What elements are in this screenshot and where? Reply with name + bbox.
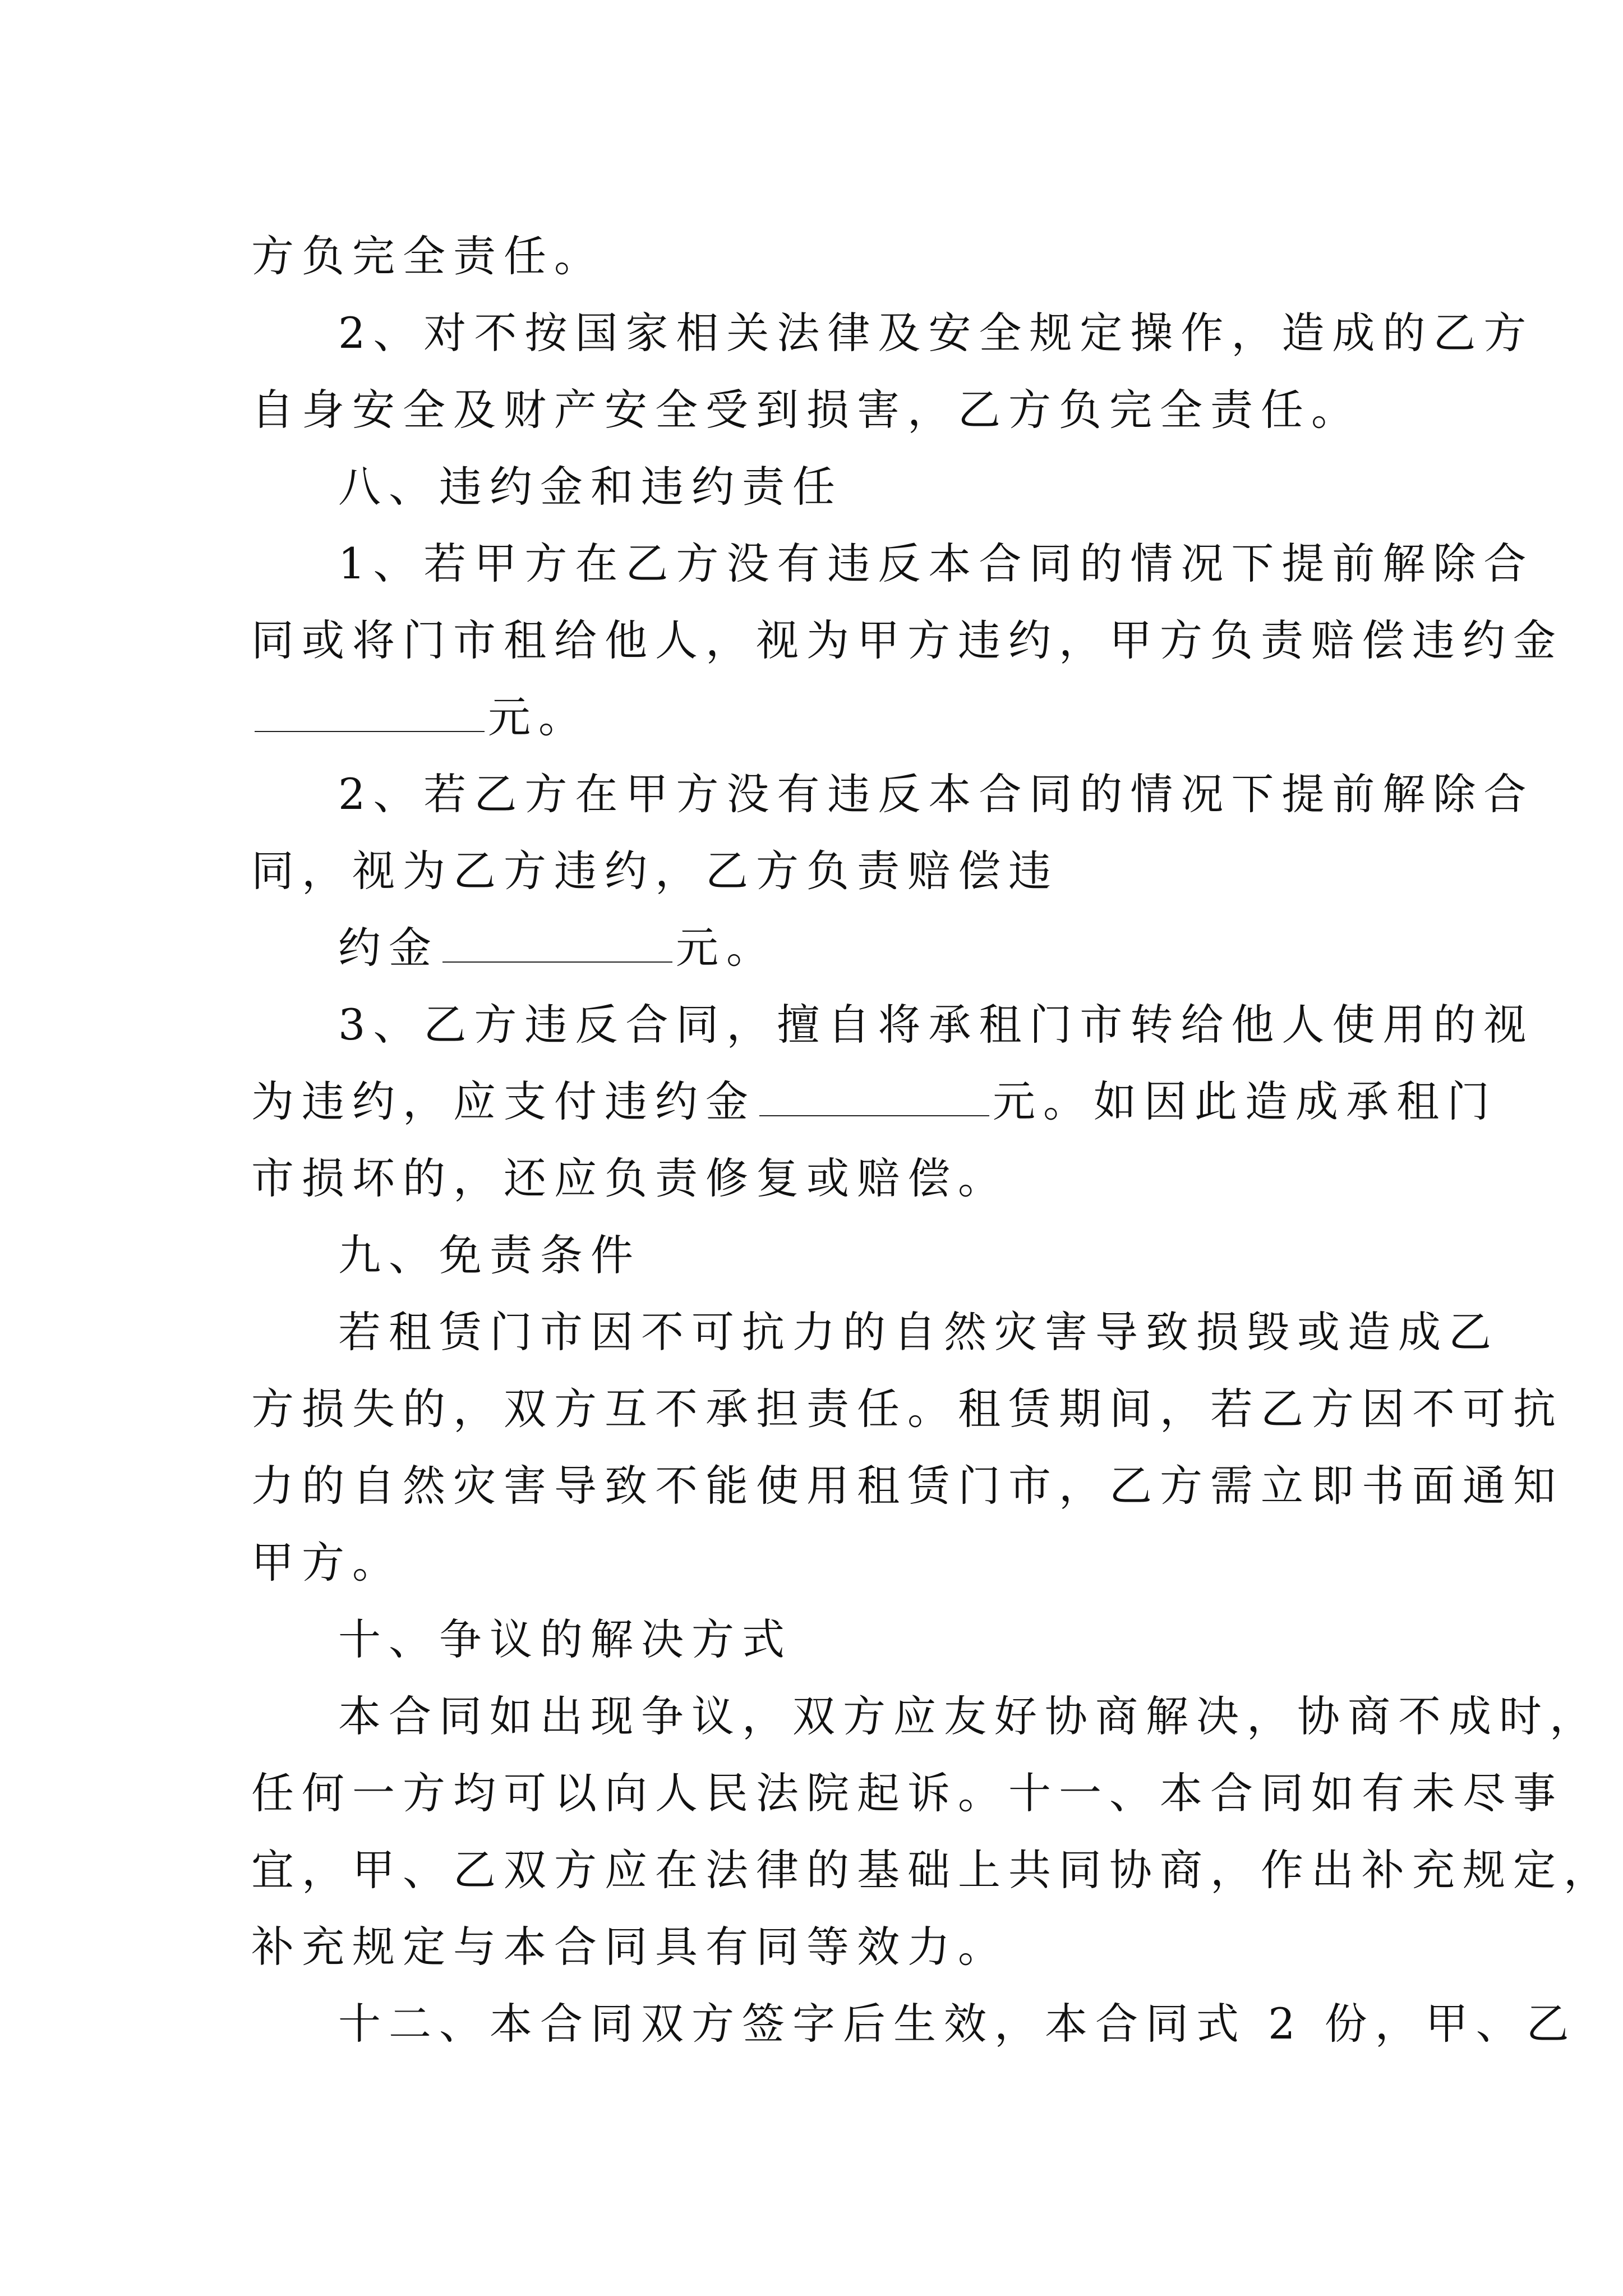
- section-heading: 八、违约金和违约责任: [338, 462, 843, 512]
- text-line: [251, 1063, 1497, 1140]
- text-line: 3、乙方违反合同，擅自将承租门市转给他人使用的视: [338, 1000, 1534, 1050]
- text-line: [251, 679, 1390, 756]
- text-line: 1、若甲方在乙方没有违反本合同的情况下提前解除合: [338, 539, 1534, 588]
- text-line: 宜，甲、乙双方应在法律的基础上共同协商，作出补充规定，: [251, 1845, 1614, 1895]
- text-line: 方损失的，双方互不承担责任。租赁期间，若乙方因不可抗: [251, 1384, 1564, 1434]
- text-line: 同或将门市租给他人，视为甲方违约，甲方负责赔偿违约金: [251, 615, 1564, 665]
- text-line: [251, 909, 1390, 986]
- text-fragment: 约金: [338, 923, 439, 973]
- blank-field: [759, 1113, 989, 1116]
- contract-body: [251, 218, 1614, 2062]
- text-line: 本合同如出现争议，双方应友好协商解决，协商不成时，: [338, 1691, 1600, 1741]
- text-line: 同，视为乙方违约，乙方负责赔偿违: [251, 846, 1059, 896]
- text-line: 若租赁门市因不可抗力的自然灾害导致损毁或造成乙: [338, 1307, 1499, 1357]
- text-line: 方负完全责任。: [251, 231, 605, 281]
- section-heading: 十、争议的解决方式: [338, 1614, 792, 1664]
- text-line: 任何一方均可以向人民法院起诉。十一、本合同如有未尽事: [251, 1768, 1564, 1818]
- blank-field: [255, 729, 485, 732]
- text-line: 力的自然灾害导致不能使用租赁门市，乙方需立即书面通知: [251, 1461, 1564, 1511]
- text-fragment: 元。: [676, 923, 777, 973]
- text-line: 2、对不按国家相关法律及安全规定操作，造成的乙方: [338, 308, 1534, 358]
- text-line: 2、若乙方在甲方没有违反本合同的情况下提前解除合: [338, 769, 1534, 819]
- blank-field: [442, 959, 672, 963]
- section-heading: 九、免责条件: [338, 1230, 641, 1280]
- text-line: 市损坏的，还应负责修复或赔偿。: [251, 1153, 1008, 1203]
- text-line: 补充规定与本合同具有同等效力。: [251, 1922, 1008, 1972]
- text-line: 自身安全及财产安全受到损害，乙方负完全责任。: [251, 385, 1362, 435]
- text-fragment: 元。如因此造成承租门: [993, 1076, 1497, 1126]
- text-line: 十二、本合同双方签字后生效，本合同式 2 份，甲、乙: [338, 1999, 1577, 2049]
- text-fragment: 为违约，应支付违约金: [251, 1076, 756, 1126]
- text-fragment: 元。: [488, 692, 589, 742]
- text-line: 甲方。: [251, 1538, 403, 1588]
